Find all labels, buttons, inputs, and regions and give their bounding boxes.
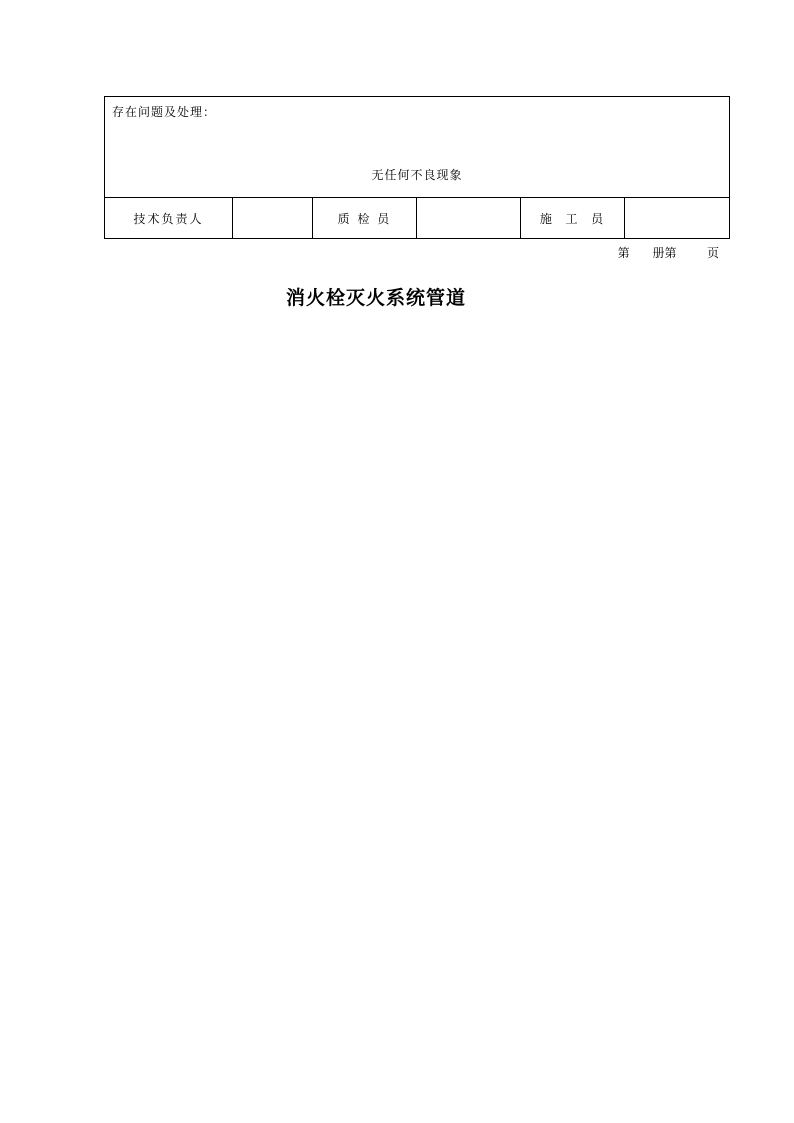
inspection-record-table [104, 96, 730, 239]
issues-cell [105, 97, 730, 198]
quality-inspector-signature [417, 198, 521, 239]
issues-label: 存在问题及处理： [112, 105, 217, 119]
signature-row [105, 198, 730, 239]
issues-value: 无任何不良现象 [371, 168, 463, 182]
page-indicator: 第 册第 页 [617, 246, 719, 260]
technical-lead-label: 技术负责人 [105, 198, 233, 239]
constructor-label: 施 工 员 [521, 198, 625, 239]
constructor-signature [625, 198, 730, 239]
quality-inspector-label: 质 检 员 [313, 198, 417, 239]
technical-lead-signature [233, 198, 313, 239]
document-title: 消火栓灭火系统管道 [285, 287, 466, 309]
